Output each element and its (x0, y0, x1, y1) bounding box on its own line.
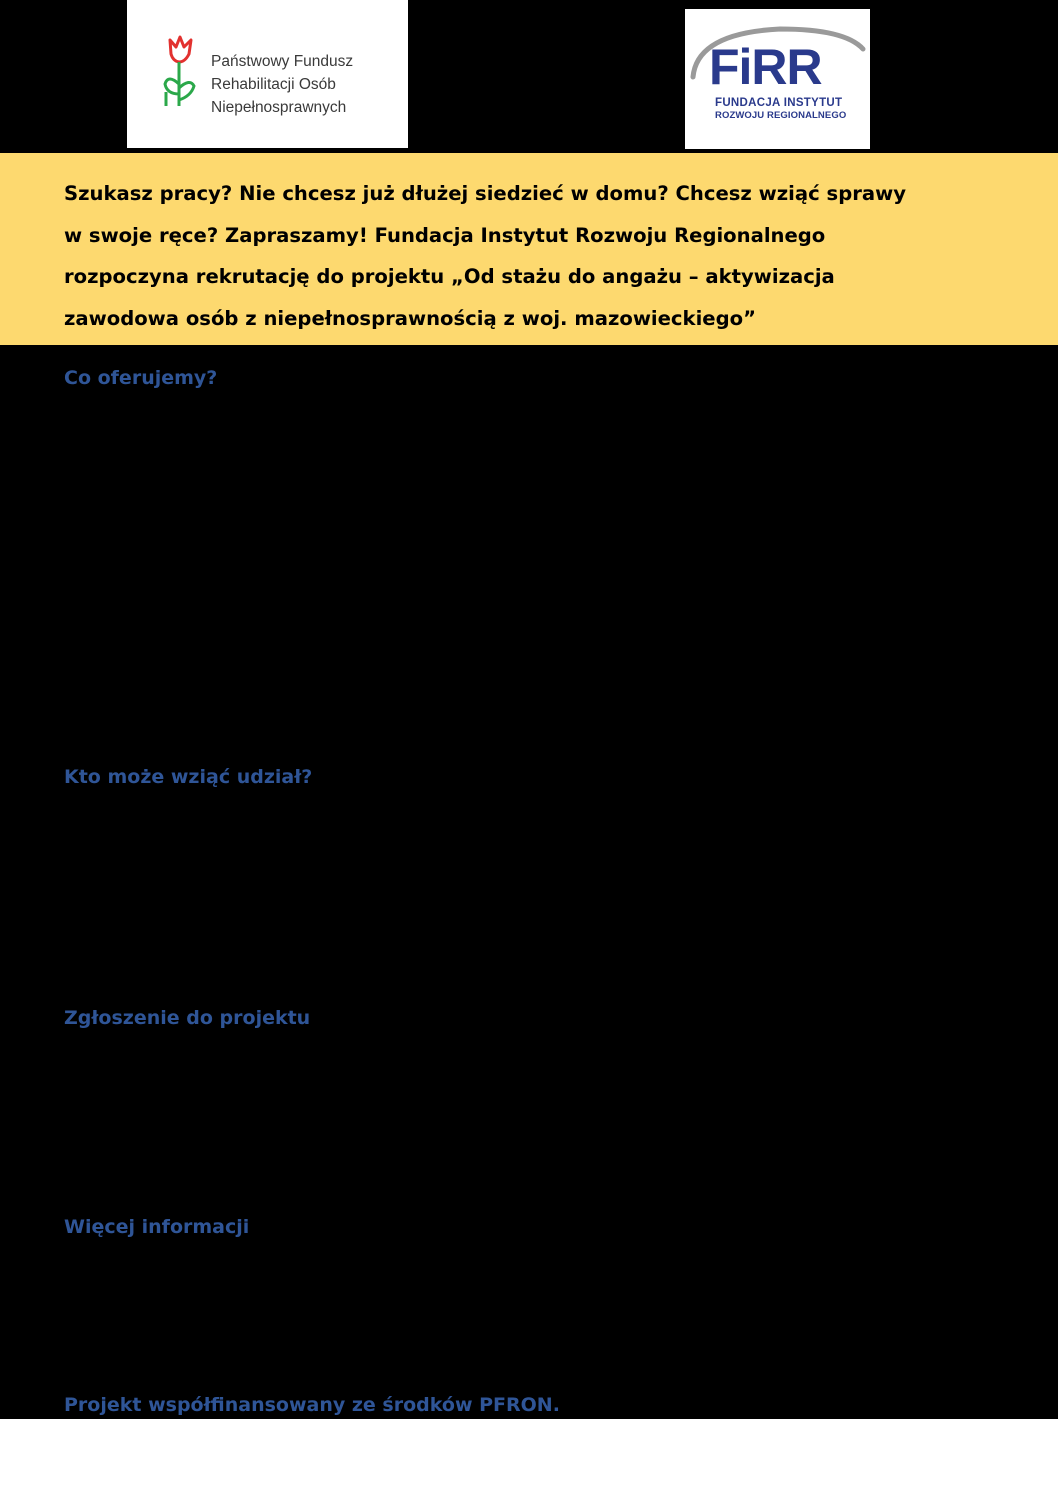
section-heading-offer: Co oferujemy? (64, 367, 218, 389)
section-heading-application: Zgłoszenie do projektu (64, 1007, 311, 1029)
firr-wordmark: FiRR (709, 39, 822, 95)
section-heading-more-info: Więcej informacji (64, 1216, 250, 1238)
tulip-icon (163, 34, 197, 110)
pfron-name-line: Niepełnosprawnych (211, 99, 347, 116)
pfron-name-line: Państwowy Fundusz (211, 53, 354, 70)
banner-line: Szukasz pracy? Nie chcesz już dłużej siedzieć w domu? Chcesz wziąć sprawy (64, 182, 906, 205)
firr-logo (685, 9, 870, 149)
banner-line: rozpoczyna rekrutację do projektu „Od stażu do angażu – aktywizacja (64, 265, 835, 289)
banner-line: zawodowa osób z niepełnosprawnością z woj. mazowieckiego” (64, 307, 756, 331)
banner-line: w swoje ręce? Zapraszamy! Fundacja Instytut Rozwoju Regionalnego (64, 223, 826, 247)
firr-subtitle-line-2: ROZWOJU REGIONALNEGO (715, 110, 847, 121)
footer-strip (0, 1419, 1058, 1497)
recruitment-banner (0, 153, 1058, 345)
pfron-name (211, 50, 353, 119)
funding-note: Projekt współfinansowany ze środków PFRON. (64, 1394, 560, 1416)
section-heading-eligibility: Kto może wziąć udział? (64, 766, 313, 788)
firr-subtitle-line-1: FUNDACJA INSTYTUT (715, 97, 843, 109)
pfron-logo (127, 0, 408, 148)
pfron-name-line: Rehabilitacji Osób (211, 76, 336, 93)
